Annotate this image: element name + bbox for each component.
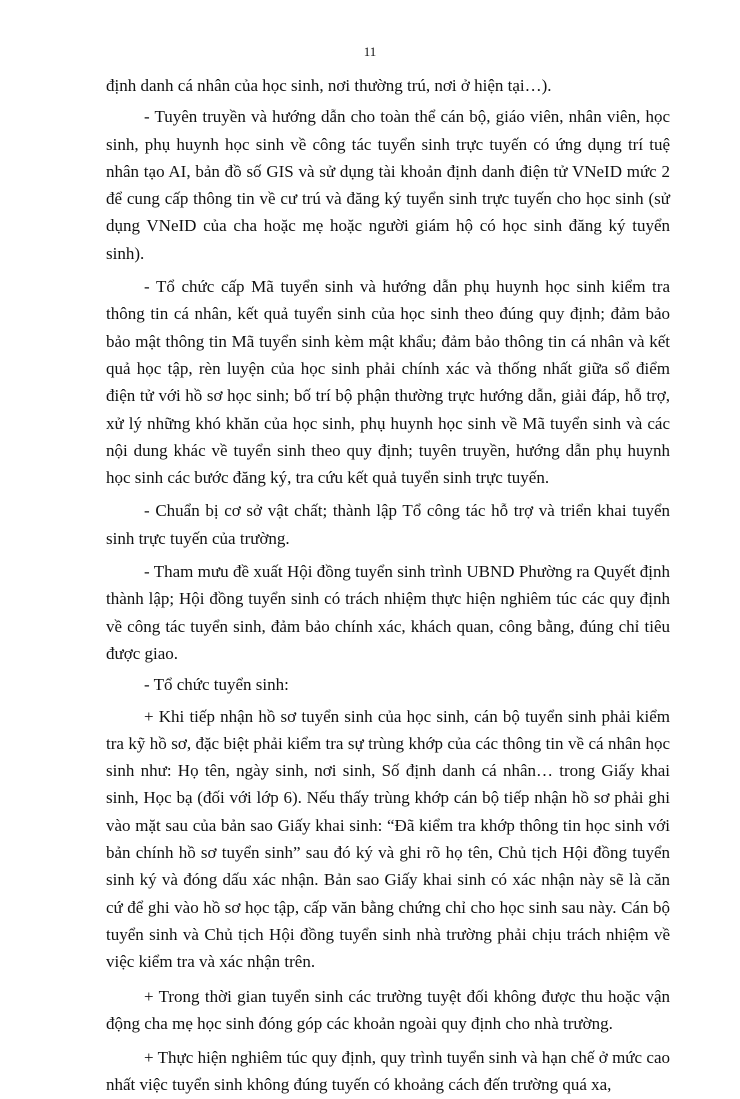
body-text — [106, 72, 670, 1099]
paragraph-admission-code: - Tổ chức cấp Mã tuyển sinh và hướng dẫn phụ huynh học sinh kiểm tra thông tin cá nhân, kết quả tuyển sinh của học sinh theo đúng quy định; đảm bảo bảo mật thông tin Mã tuyển sinh kèm mật khẩu; đảm bảo thông tin cá nhân và kết quả học tập, rèn luyện của học sinh phải chính xác và thống nhất giữa sổ điểm điện tử với hồ sơ học sinh; bố trí bộ phận thường trực hướng dẫn, giải đáp, hỗ trợ, xử lý những khó khăn của học sinh, phụ huynh học sinh về Mã tuyển sinh và các nội dung khác về tuyển sinh theo quy định; tuyên truyền, hướng dẫn phụ huynh học sinh các bước đăng ký, tra cứu kết quả tuyển sinh trực tuyến. — [106, 277, 670, 488]
paragraph-receive-documents: + Khi tiếp nhận hồ sơ tuyển sinh của học sinh, cán bộ tuyển sinh phải kiểm tra kỹ hồ sơ, đặc biệt phải kiểm tra sự trùng khớp của các thông tin về cá nhân học sinh như: Họ tên, ngày sinh, nơi sinh, Số định danh cá nhân… trong Giấy khai sinh, Học bạ (đối với lớp 6). Nếu thấy trùng khớp cán bộ tiếp nhận hồ sơ phải ghi vào mặt sau của bản sao Giấy khai sinh: “Đã kiểm tra khớp thông tin học sinh với bản chính hồ sơ tuyển sinh” sau đó ký và ghi rõ họ tên, Chủ tịch Hội đồng tuyển sinh ký và đóng dấu xác nhận. Bản sao Giấy khai sinh có xác nhận này sẽ là căn cứ để ghi vào hồ sơ học tập, cấp văn bằng chứng chỉ cho học sinh sau này. Cán bộ tuyển sinh và Chủ tịch Hội đồng tuyển sinh nhà trường phải chịu trách nhiệm về việc kiểm tra và xác nhận trên. — [106, 706, 670, 972]
paragraph-organize-admission: - Tổ chức tuyển sinh: — [144, 675, 289, 695]
paragraph-facilities: - Chuẩn bị cơ sở vật chất; thành lập Tổ công tác hỗ trợ và triển khai tuyển sinh trực tuyến của trường. — [106, 501, 670, 548]
paragraph-strict-procedure: + Thực hiện nghiêm túc quy định, quy trình tuyển sinh và hạn chế ở mức cao nhất việc tuyển sinh không đúng tuyến có khoảng cách đến trường quá xa, — [106, 1048, 670, 1095]
paragraph-propaganda-guidance: - Tuyên truyền và hướng dẫn cho toàn thể cán bộ, giáo viên, nhân viên, học sinh, phụ huynh học sinh về công tác tuyển sinh trực tuyến có ứng dụng trí tuệ nhân tạo AI, bản đồ số GIS và sử dụng tài khoản định danh điện tử VNeID mức 2 để cung cấp thông tin về cư trú và đăng ký tuyển sinh trực tuyến cho học sinh (sử dụng VNeID của cha hoặc mẹ hoặc người giám hộ có học sinh đăng ký tuyển sinh). — [106, 107, 670, 263]
page-number: 11 — [363, 44, 377, 59]
paragraph-continuation: định danh cá nhân của học sinh, nơi thường trú, nơi ở hiện tại…). — [106, 76, 552, 95]
paragraph-no-fees: + Trong thời gian tuyển sinh các trường tuyệt đối không được thu hoặc vận động cha mẹ học sinh đóng góp các khoản ngoài quy định cho nhà trường. — [106, 986, 670, 1033]
paragraph-admission-council: - Tham mưu đề xuất Hội đồng tuyển sinh trình UBND Phường ra Quyết định thành lập; Hội đồng tuyển sinh có trách nhiệm thực hiện nghiêm túc các quy định về công tác tuyển sinh, đảm bảo chính xác, khách quan, công bằng, đúng chỉ tiêu được giao. — [106, 562, 670, 663]
